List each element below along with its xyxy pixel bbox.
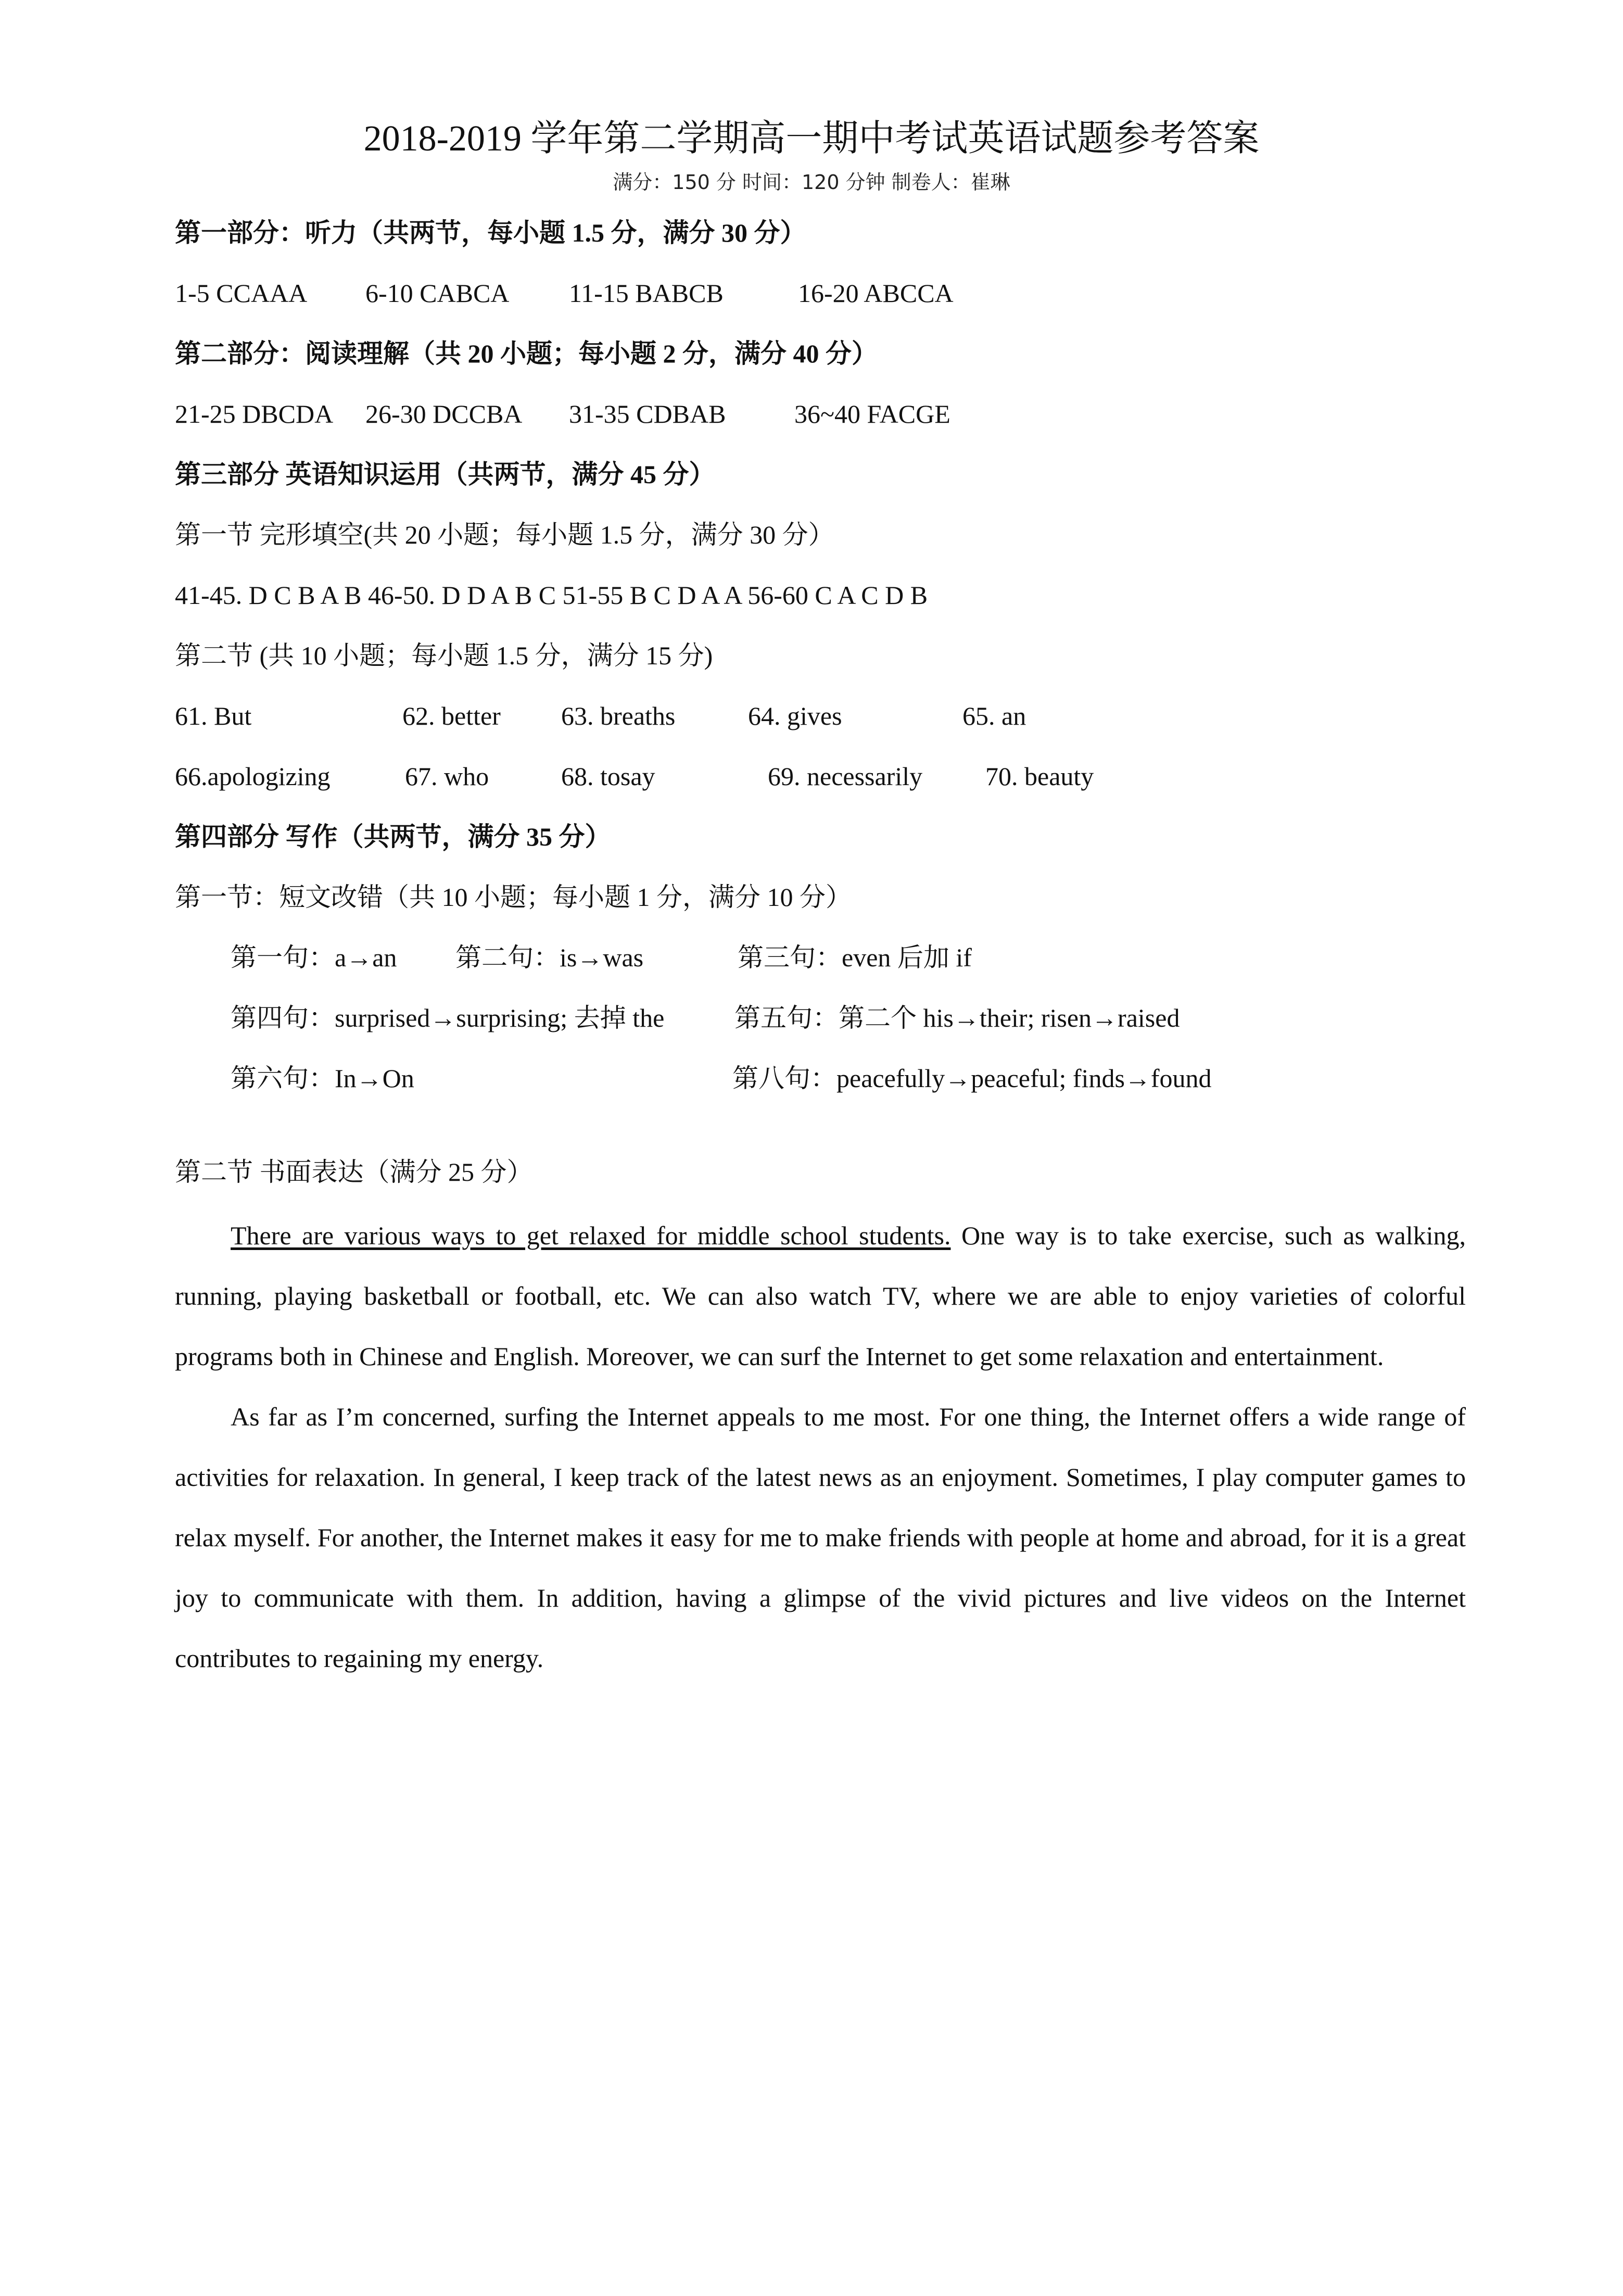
- model-essay: [175, 1205, 1466, 1688]
- answer-group: 11-15 BABCB: [569, 279, 724, 308]
- answer-group: 1-5 CCAAA: [175, 279, 308, 308]
- answer-item: 65. an: [962, 701, 1026, 730]
- answer-group: 6-10 CABCA: [365, 279, 510, 308]
- answer-item: 69. necessarily: [768, 762, 923, 791]
- part4-heading: 第四部分 写作（共两节，满分 35 分）: [175, 822, 611, 851]
- answer-group: 36~40 FACGE: [794, 399, 950, 428]
- correction-item: 第六句：In→On: [231, 1064, 414, 1093]
- part3-heading: 第三部分 英语知识运用（共两节，满分 45 分）: [175, 460, 715, 489]
- correction-item: 第四句：surprised→surprising; 去掉 the: [231, 1003, 665, 1032]
- essay-topic-sentence: There are various ways to get relaxed for middle school students.: [231, 1221, 951, 1250]
- answer-item: 62. better: [402, 701, 501, 730]
- answer-item: 67. who: [405, 762, 489, 791]
- essay-paragraph: As far as I’m concerned, surfing the Internet appeals to me most. For one thing, the Internet offers a wide range of activities for relaxation. In general, I keep track of the latest news as an enjoyment. Sometimes, I play computer games to relax myself. For another, the Internet makes it easy for me to make friends with people at home and abroad, for it is a great joy to communicate with them. In addition, having a glimpse of the vivid pictures and live videos on the Internet contributes to regaining my energy.: [175, 1402, 1466, 1673]
- correction-item: 第二句：is→was: [455, 943, 644, 972]
- essay-paragraph: [175, 1205, 1466, 1386]
- part2-heading: 第二部分：阅读理解（共 20 小题；每小题 2 分，满分 40 分）: [175, 339, 878, 368]
- answer-group: 21-25 DBCDA: [175, 399, 334, 428]
- part1-heading: 第一部分：听力（共两节，每小题 1.5 分，满分 30 分）: [175, 218, 806, 247]
- correction-item: 第一句：a→an: [231, 943, 397, 972]
- answer-item: 64. gives: [748, 701, 842, 730]
- part4-section1-heading: 第一节：短文改错（共 10 小题；每小题 1 分，满分 10 分）: [175, 882, 852, 912]
- answer-group: 16-20 ABCCA: [798, 279, 954, 308]
- answer-group: 26-30 DCCBA: [365, 399, 523, 428]
- exam-info: 满分：150 分 时间：120 分钟 制卷人：崔琳: [613, 171, 1010, 194]
- correction-item: 第五句：第二个 his→their; risen→raised: [734, 1003, 1180, 1032]
- answer-item: 70. beauty: [985, 762, 1094, 791]
- answer-item: 61. But: [175, 701, 252, 730]
- part3-section2-heading: 第二节 (共 10 小题；每小题 1.5 分，满分 15 分): [175, 641, 713, 670]
- part4-section2-heading: 第二节 书面表达（满分 25 分）: [175, 1157, 533, 1187]
- part3-section1-answers: 41-45. D C B A B 46-50. D D A B C 51-55 B C D A A 56-60 C A C D B: [175, 581, 928, 610]
- correction-item: 第三句：even 后加 if: [738, 943, 972, 972]
- answer-item: 63. breaths: [561, 701, 676, 730]
- essay-paragraph-text: One way is to take exercise, such as walking, running, playing basketball or football, etc. We can also watch TV, where we are able to enjoy varieties of colorful programs both in Chinese and English. Moreover, we can surf the Internet to get some relaxation and entertainment.: [175, 1221, 1466, 1371]
- part3-section1-heading: 第一节 完形填空(共 20 小题；每小题 1.5 分，满分 30 分）: [175, 520, 834, 549]
- answer-group: 31-35 CDBAB: [569, 399, 726, 428]
- correction-item: 第八句：peacefully→peaceful; finds→found: [732, 1064, 1212, 1093]
- page-title: 2018-2019 学年第二学期高一期中考试英语试题参考答案: [363, 119, 1260, 159]
- answer-item: 66.apologizing: [175, 762, 331, 791]
- answer-item: 68. tosay: [561, 762, 655, 791]
